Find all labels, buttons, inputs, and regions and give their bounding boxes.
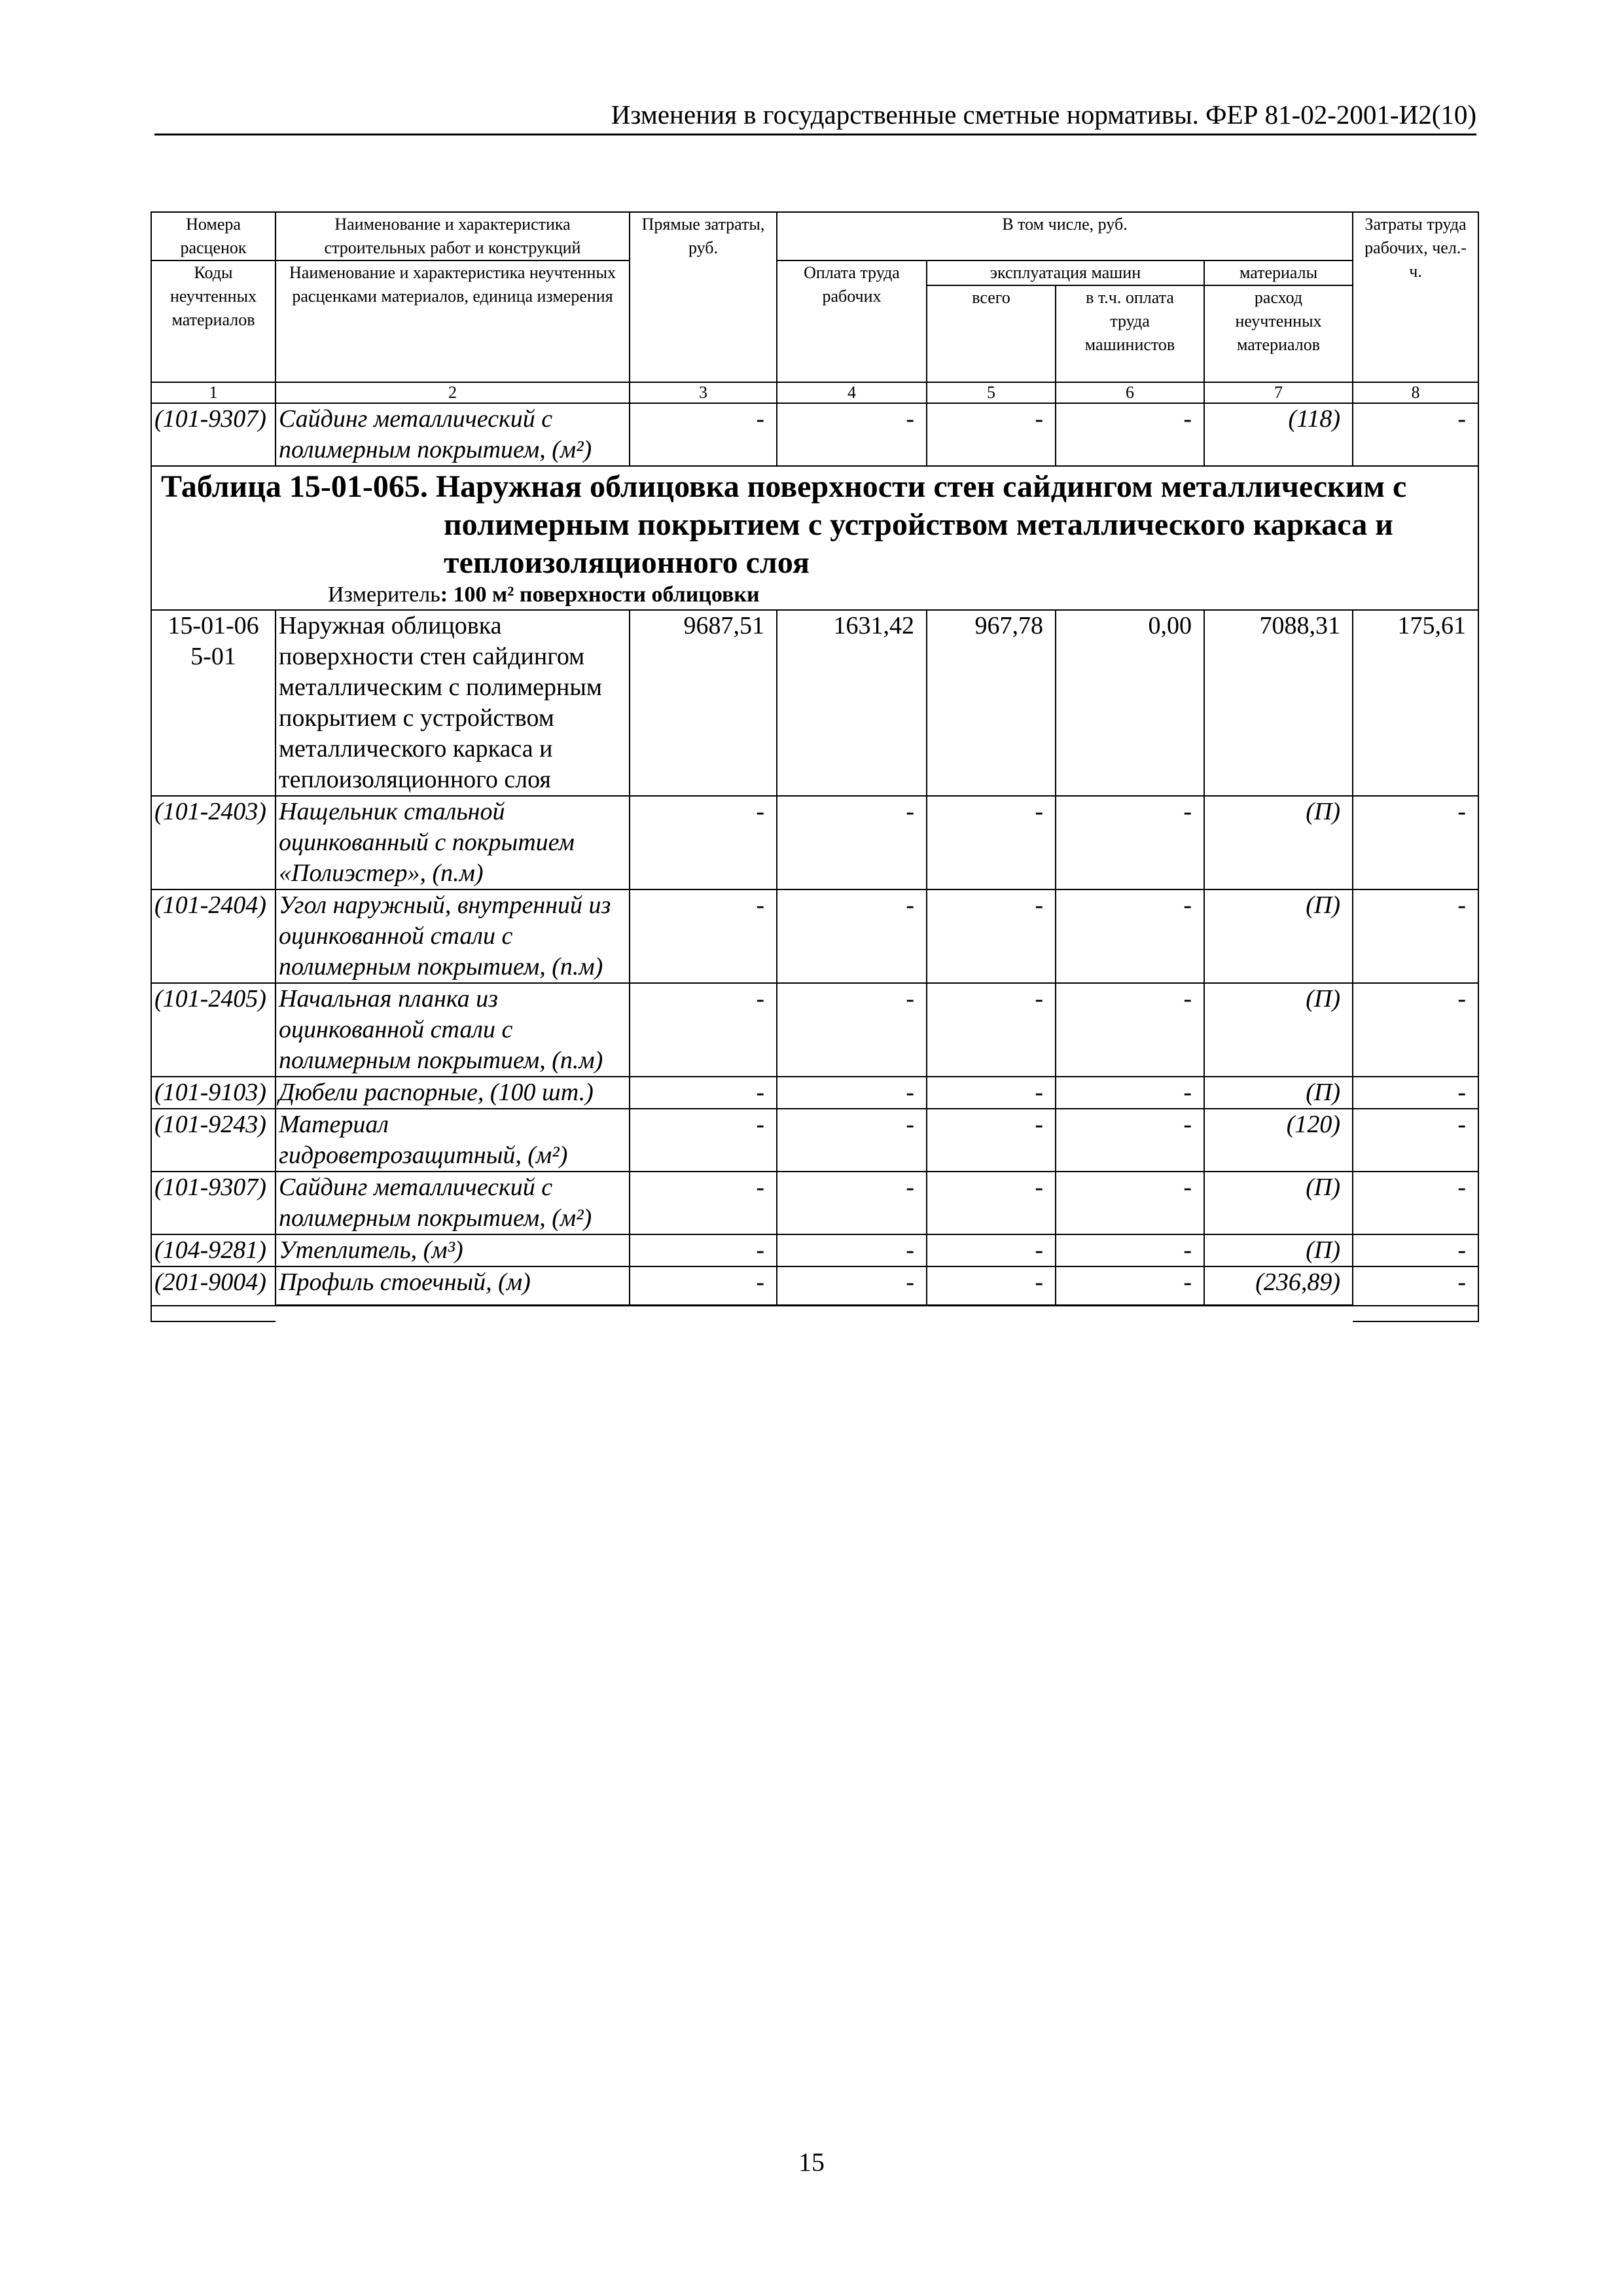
material-row (151, 983, 1478, 1077)
worker-pay-value: - (777, 1077, 927, 1109)
header-labor-hours: Затраты труда рабочих, чел.-ч. (1353, 212, 1478, 382)
material-name: Сайдинг металлический с полимерным покрытием, (м²) (276, 403, 630, 466)
rate-name: Наружная облицовка поверхности стен сайдингом металлическим с полимерным покрытием с устройством металлического каркаса и теплоизоляционного слоя (276, 610, 630, 796)
material-name: Утеплитель, (м³) (276, 1234, 630, 1266)
worker-pay-value: - (777, 796, 927, 889)
worker-pay-value: - (777, 983, 927, 1077)
worker-pay-value: - (777, 1266, 927, 1306)
machines-total-value: - (927, 403, 1056, 466)
meter-value: : 100 м² поверхности облицовки (440, 583, 760, 607)
material-row (151, 1077, 1478, 1109)
material-consumption-value: (П) (1204, 1172, 1353, 1234)
document-title: Изменения в государственные сметные нормативы. ФЕР 81-02-2001-И2(10) (611, 99, 1476, 130)
meter-label: Измеритель (328, 583, 440, 607)
material-code: (101-9243) (151, 1109, 276, 1172)
rates-table (151, 211, 1479, 1322)
direct-costs-value: - (630, 1172, 777, 1234)
column-number: 5 (927, 382, 1056, 403)
operator-pay-value: - (1056, 403, 1204, 466)
labor-hours-value: - (1353, 889, 1478, 983)
material-code: (104-9281) (151, 1234, 276, 1266)
direct-costs-value: - (630, 983, 777, 1077)
labor-hours-value: - (1353, 1172, 1478, 1234)
column-number: 2 (276, 382, 630, 403)
header-row-2 (151, 260, 1478, 285)
worker-pay-value: - (777, 1109, 927, 1172)
material-consumption-value: (П) (1204, 796, 1353, 889)
material-consumption-value: (236,89) (1204, 1266, 1353, 1306)
header-operator-pay: в т.ч. оплата труда машинистов (1056, 285, 1204, 382)
direct-costs-value: - (630, 796, 777, 889)
material-code: (101-2403) (151, 796, 276, 889)
labor-hours-value: - (1353, 1077, 1478, 1109)
column-numbers-row (151, 382, 1478, 403)
direct-costs-value: 9687,51 (630, 610, 777, 796)
operator-pay-value: - (1056, 796, 1204, 889)
worker-pay-value: 1631,42 (777, 610, 927, 796)
labor-hours-value: - (1353, 1109, 1478, 1172)
material-row (151, 1266, 1478, 1306)
labor-hours-value: - (1353, 796, 1478, 889)
material-name: Сайдинг металлический с полимерным покрытием, (м²) (276, 1172, 630, 1234)
column-number: 7 (1204, 382, 1353, 403)
labor-hours-value: - (1353, 1266, 1478, 1306)
header-direct-costs: Прямые затраты, руб. (630, 212, 777, 382)
material-row (151, 1109, 1478, 1172)
labor-hours-value: - (1353, 403, 1478, 466)
machines-total-value: - (927, 1172, 1056, 1234)
labor-hours-value: - (1353, 1234, 1478, 1266)
column-number: 3 (630, 382, 777, 403)
material-consumption-value: (118) (1204, 403, 1353, 466)
material-row (151, 1234, 1478, 1266)
header-rate-numbers: Номера расценок (151, 212, 276, 260)
worker-pay-value: - (777, 1172, 927, 1234)
labor-hours-value: - (1353, 983, 1478, 1077)
direct-costs-value: - (630, 1266, 777, 1306)
column-number: 4 (777, 382, 927, 403)
material-consumption-value: (П) (1204, 889, 1353, 983)
header-row-1 (151, 212, 1478, 260)
material-row (151, 796, 1478, 889)
material-name: Начальная планка из оцинкованной стали с полимерным покрытием, (п.м) (276, 983, 630, 1077)
worker-pay-value: - (777, 1234, 927, 1266)
column-number: 8 (1353, 382, 1478, 403)
material-consumption-value: (П) (1204, 1077, 1353, 1109)
meter-line (161, 582, 1469, 609)
material-code: (101-2404) (151, 889, 276, 983)
worker-pay-value: - (777, 403, 927, 466)
material-consumption-value: (П) (1204, 983, 1353, 1077)
direct-costs-value: - (630, 1077, 777, 1109)
material-row (151, 889, 1478, 983)
header-including-group: В том числе, руб. (777, 212, 1353, 260)
table-continuation (151, 1306, 1478, 1321)
material-name: Угол наружный, внутренний из оцинкованной стали с полимерным покрытием, (п.м) (276, 889, 630, 983)
machines-total-value: - (927, 1234, 1056, 1266)
column-number: 1 (151, 382, 276, 403)
column-number: 6 (1056, 382, 1204, 403)
direct-costs-value: - (630, 889, 777, 983)
direct-costs-value: - (630, 1109, 777, 1172)
page-number: 15 (798, 2147, 825, 2177)
machines-total-value: - (927, 1109, 1056, 1172)
rate-code: 15-01-065-01 (151, 610, 276, 796)
operator-pay-value: - (1056, 1172, 1204, 1234)
labor-hours-value: 175,61 (1353, 610, 1478, 796)
material-code: (201-9004) (151, 1266, 276, 1306)
carry-over-row (151, 403, 1478, 466)
operator-pay-value: - (1056, 1077, 1204, 1109)
table-title: Таблица 15-01-065. Наружная облицовка поверхности стен сайдингом металлическим с полимерным покрытием с устройством металлического каркаса и теплоизоляционного слоя (161, 469, 1407, 580)
worker-pay-value: - (777, 889, 927, 983)
machines-total-value: - (927, 983, 1056, 1077)
operator-pay-value: - (1056, 889, 1204, 983)
materials-value: 7088,31 (1204, 610, 1353, 796)
rate-row (151, 610, 1478, 796)
machines-total-value: - (927, 889, 1056, 983)
machines-total-value: - (927, 796, 1056, 889)
header-materials-group: материалы (1204, 260, 1353, 285)
direct-costs-value: - (630, 403, 777, 466)
material-name: Дюбели распорные, (100 шт.) (276, 1077, 630, 1109)
page-header (154, 96, 1476, 135)
table-title-row (151, 466, 1478, 610)
material-code: (101-9307) (151, 1172, 276, 1234)
operator-pay-value: - (1056, 1109, 1204, 1172)
header-material-name: Наименование и характеристика неучтенных расценками материалов, единица измерения (276, 260, 630, 382)
header-machines-total: всего (927, 285, 1056, 382)
header-machines-group: эксплуатация машин (927, 260, 1204, 285)
direct-costs-value: - (630, 1234, 777, 1266)
operator-pay-value: 0,00 (1056, 610, 1204, 796)
material-row (151, 1172, 1478, 1234)
header-work-name: Наименование и характеристика строительных работ и конструкций (276, 212, 630, 260)
material-consumption-value: (120) (1204, 1109, 1353, 1172)
machines-total-value: - (927, 1077, 1056, 1109)
header-worker-pay: Оплата труда рабочих (777, 260, 927, 382)
operator-pay-value: - (1056, 1266, 1204, 1306)
material-name: Профиль стоечный, (м) (276, 1266, 630, 1306)
material-code: (101-9103) (151, 1077, 276, 1109)
material-code: (101-9307) (151, 403, 276, 466)
operator-pay-value: - (1056, 983, 1204, 1077)
material-consumption-value: (П) (1204, 1234, 1353, 1266)
machines-total-value: 967,78 (927, 610, 1056, 796)
operator-pay-value: - (1056, 1234, 1204, 1266)
material-code: (101-2405) (151, 983, 276, 1077)
material-name: Нащельник стальной оцинкованный с покрытием «Полиэстер», (п.м) (276, 796, 630, 889)
header-unaccounted-materials: расход неучтенных материалов (1204, 285, 1353, 382)
header-material-codes: Коды неучтенных материалов (151, 260, 276, 382)
material-name: Материал гидроветрозащитный, (м²) (276, 1109, 630, 1172)
machines-total-value: - (927, 1266, 1056, 1306)
